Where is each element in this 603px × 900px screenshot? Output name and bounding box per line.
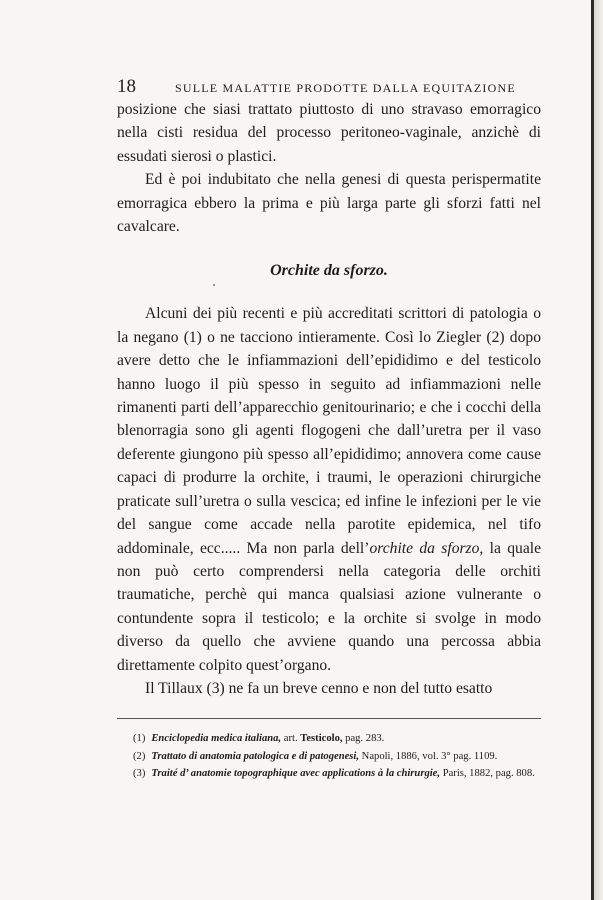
footnote-number: (3) — [133, 768, 146, 779]
footnotes — [117, 730, 537, 783]
page-body — [117, 98, 541, 700]
page-header — [117, 76, 542, 98]
footnote-tail: pag. 283. — [342, 733, 385, 744]
paragraph-perispermatite: Ed è poi indubitato che nella genesi di questa perispermatite emorragica ebbero la prima e più larga parte gli sforzi fatti nel cavalcare. — [117, 171, 541, 236]
footnote-rest: Napoli, 1886, vol. 3° pag. 1109. — [359, 750, 498, 762]
section-title: Orchite da sforzo. — [270, 262, 388, 280]
print-speck — [213, 284, 215, 286]
footnote-bold: Testicolo, — [300, 733, 343, 744]
footnote-2 — [117, 748, 537, 766]
paragraph-continued: posizione che siasi trattato piuttosto di uno stravaso emorragico nella cisti residua del processo peritoneo-vaginale, anzichè di essudati sierosi o plastici. — [117, 101, 541, 165]
paragraph-tillaux: Il Tillaux (3) ne fa un breve cenno e non del tutto esatto — [145, 679, 493, 697]
paragraph-orchite-part1: Alcuni dei più recenti e più accreditati scrittori di patologia o la negano (1) o ne tacciono intieramente. Così lo Ziegler (2) dopo avere detto che le infiammazioni dell’epididimo e del testicolo hanno luogo il più spesso in seguito ad infiammazioni nelle rimanenti parti dell’apparecchio genitourinario; e che i cocchi della blenorragia sono gli agenti flogogeni che dall’uretra per il vaso deferente giungono più spesso all’epididimo; annovera come cause capaci di produrre la orchite, i traumi, le operazioni chirurgiche praticate sull’uretra o sulla vescica; ed infine le infezioni per le vie del sangue come accade nella parotite epidemica, nel tifo addominale, ecc..... Ma non parla dell’ — [117, 305, 541, 557]
footnote-rest: art. — [281, 733, 301, 744]
paragraph-orchite — [117, 302, 541, 677]
footnote-title: Trattato di anatomia patologica e di patogenesi, — [151, 750, 360, 762]
footnote-title: Traité d’ anatomie topographique avec applications à la chirurgie, — [151, 768, 441, 779]
footnote-title: Enciclopedia medica italiana, — [151, 733, 282, 744]
footnote-3 — [117, 765, 537, 783]
paragraph-orchite-part2: la quale non può certo comprendersi nella categoria delle orchiti traumatiche, perchè qui manca qualsiasi azione vulnerante o contundente sopra il testicolo; e la orchite si svolge in modo diverso da quello che avviene quando una percossa abbia direttamente colpito quest’organo. — [117, 539, 542, 674]
footnote-rest: Paris, 1882, pag. 808. — [440, 768, 535, 779]
footnote-number: (2) — [133, 750, 146, 762]
italic-term: orchite da sforzo, — [369, 539, 484, 557]
page-number: 18 — [117, 76, 136, 97]
page-edge-shadow — [594, 0, 603, 900]
footnote-1 — [117, 730, 537, 748]
footnote-number: (1) — [133, 733, 146, 744]
running-title: SULLE MALATTIE PRODOTTE DALLA EQUITAZIONE — [175, 81, 516, 95]
footnote-separator — [117, 718, 541, 719]
